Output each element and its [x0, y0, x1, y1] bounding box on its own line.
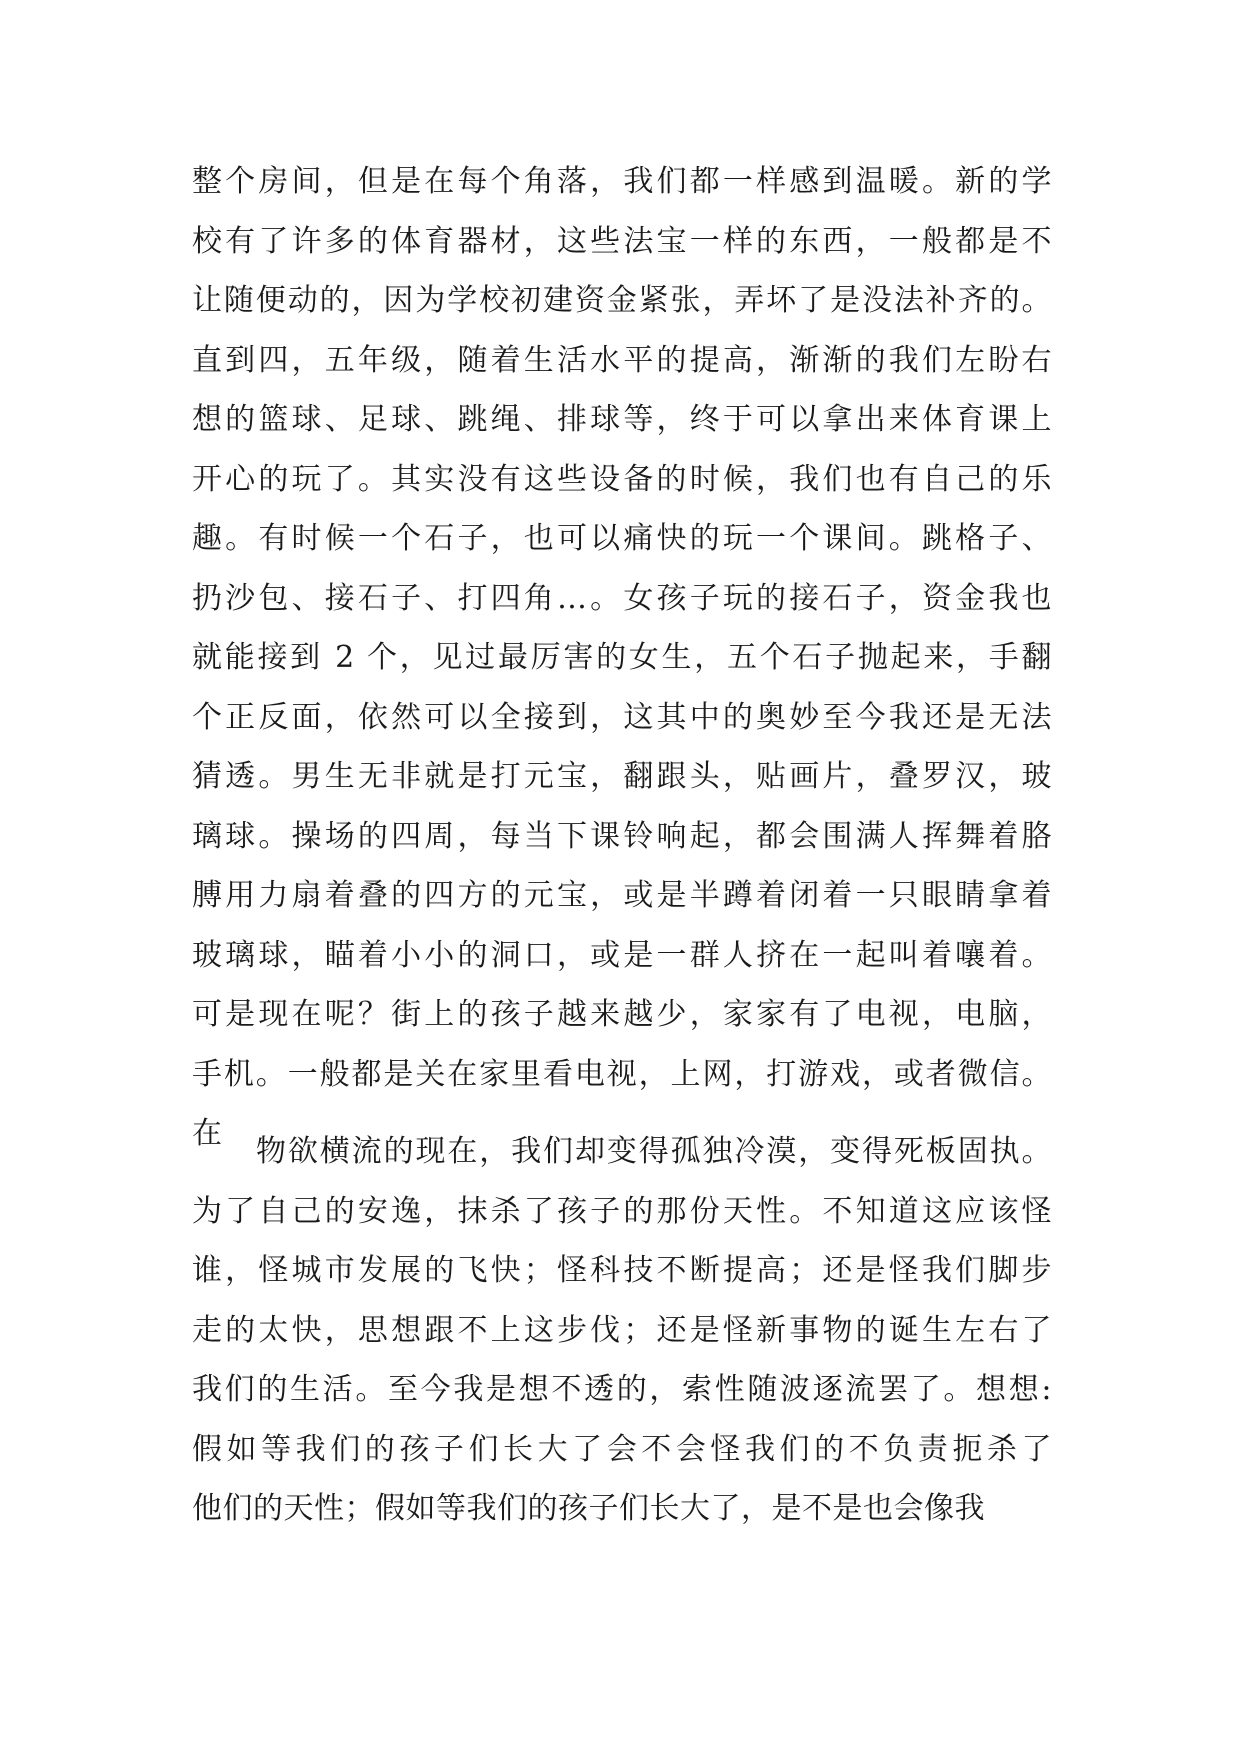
paragraph-1	[192, 152, 1052, 1164]
text-line: 整个房间，但是在每个角落，我们都一样感到温暖。新的学	[192, 164, 1052, 199]
text-line: 我们的生活。至今我是想不透的，索性随波逐流罢了。想想:	[192, 1372, 1052, 1407]
text-line: 为了自己的安逸，抹杀了孩子的那份天性。不知道这应该怪	[192, 1193, 1052, 1229]
text-line: 个正反面，依然可以全接到，这其中的奥妙至今我还是无法	[192, 699, 1052, 735]
text-line: 校有了许多的体育器材，这些法宝一样的东西，一般都是不	[192, 223, 1052, 259]
text-line: 直到四，五年级，随着生活水平的提高，渐渐的我们左盼右	[192, 342, 1052, 378]
text-line: 玻璃球，瞄着小小的洞口，或是一群人挤在一起叫着嚷着。	[192, 937, 1052, 973]
text-line: 让随便动的，因为学校初建资金紧张，弄坏了是没法补齐的。	[192, 283, 1052, 318]
text-line: 趣。有时候一个石子，也可以痛快的玩一个课间。跳格子、	[192, 521, 1052, 556]
text-line: 猜透。男生无非就是打元宝，翻跟头，贴画片，叠罗汉，玻	[192, 759, 1052, 794]
text-line: 手机。一般都是关在家里看电视，上网，打游戏，或者微信。	[192, 1056, 1052, 1092]
text-line: 想的篮球、足球、跳绳、排球等，终于可以拿出来体育课上	[192, 402, 1052, 437]
text-line: 就能接到 2 个，见过最厉害的女生，五个石子抛起来，手翻	[192, 640, 1052, 675]
text-line: 物欲横流的现在，我们却变得孤独冷漠，变得死板固执。	[256, 1134, 1052, 1169]
text-line: 在	[192, 1116, 223, 1151]
text-line: 膊用力扇着叠的四方的元宝，或是半蹲着闭着一只眼睛拿着	[192, 878, 1052, 913]
text-line: 他们的天性；假如等我们的孩子们长大了，是不是也会像我	[192, 1491, 985, 1526]
text-line: 开心的玩了。其实没有这些设备的时候，我们也有自己的乐	[192, 461, 1052, 497]
text-line: 走的太快，思想跟不上这步伐；还是怪新事物的诞生左右了	[192, 1312, 1052, 1348]
paragraph-2	[192, 1122, 1052, 1539]
text-line: 扔沙包、接石子、打四角…。女孩子玩的接石子，资金我也	[192, 580, 1052, 616]
text-line: 可是现在呢？街上的孩子越来越少，家家有了电视，电脑，	[192, 997, 1052, 1032]
text-line: 假如等我们的孩子们长大了会不会怪我们的不负责扼杀了	[192, 1431, 1052, 1467]
text-line: 谁，怪城市发展的飞快；怪科技不断提高；还是怪我们脚步	[192, 1253, 1052, 1288]
text-line: 璃球。操场的四周，每当下课铃响起，都会围满人挥舞着胳	[192, 818, 1052, 854]
